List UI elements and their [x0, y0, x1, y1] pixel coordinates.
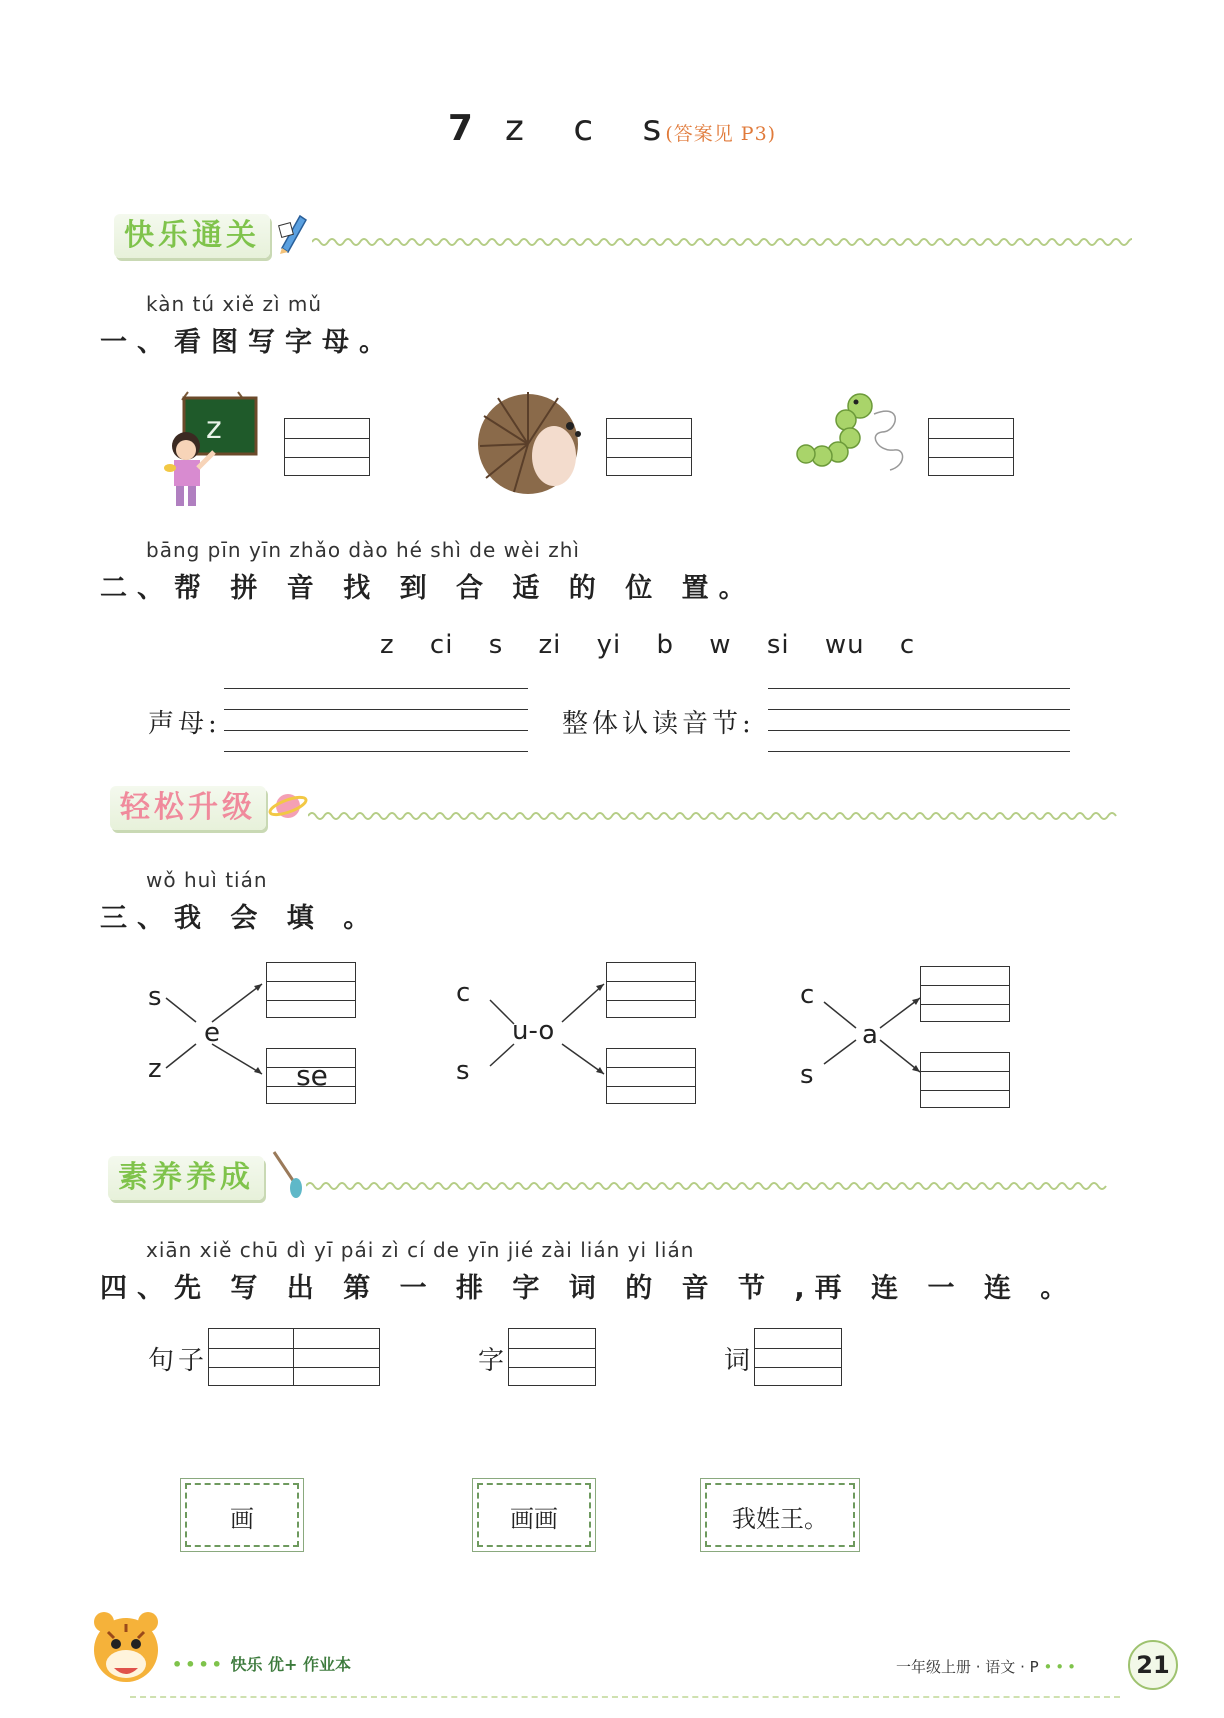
q1-heading: 一、看图写字母。	[100, 327, 396, 358]
q4-answer-box-3[interactable]	[754, 1328, 842, 1386]
footer-brand: •••• 快乐 优+ 作业本	[172, 1655, 352, 1674]
lesson-letters: z c s	[504, 108, 664, 149]
q3-g1-mid: e	[204, 1018, 220, 1048]
footer-brand-text: 快乐 优+ 作业本	[230, 1655, 352, 1674]
section-banner-2	[110, 786, 266, 830]
q1-answer-box-2[interactable]	[606, 418, 692, 476]
q4-word-2: 字	[478, 1346, 509, 1376]
section-title-3: 素养养成	[118, 1160, 254, 1195]
q3-g3-box-top[interactable]	[920, 966, 1010, 1022]
q3-g1-box-bottom[interactable]	[266, 1048, 356, 1104]
q3-g3-box-bottom[interactable]	[920, 1052, 1010, 1108]
q3-g2-mid: u-o	[512, 1016, 555, 1046]
q4-word-3: 词	[724, 1346, 755, 1376]
whole-syllable-line-4[interactable]	[768, 751, 1070, 752]
whole-syllable-line-2[interactable]	[768, 709, 1070, 710]
whole-syllable-line-3[interactable]	[768, 730, 1070, 731]
footer-book-info: 一年级上册 · 语文 · P •••	[896, 1658, 1079, 1676]
q1-answer-box-3[interactable]	[928, 418, 1014, 476]
q2-pinyin: bāng pīn yīn zhǎo dào hé shì de wèi zhì	[146, 538, 580, 562]
section-banner-3	[108, 1156, 264, 1200]
wavy-divider-2	[308, 810, 1132, 822]
initials-line-2[interactable]	[224, 709, 528, 710]
wavy-divider-3	[306, 1180, 1132, 1192]
q3-g1-given: se	[296, 1059, 328, 1092]
q3-g3-bottom: s	[800, 1060, 814, 1090]
section-title-1: 快乐通关	[124, 218, 260, 253]
q3-g2-box-bottom[interactable]	[606, 1048, 696, 1104]
q3-g2-top: c	[456, 978, 471, 1008]
q4-card-1[interactable]	[180, 1478, 304, 1552]
q4-card-3[interactable]	[700, 1478, 860, 1552]
q2-letter-list: z ci s zi yi b w si wu c	[380, 630, 916, 660]
initials-line-3[interactable]	[224, 730, 528, 731]
q4-answer-box-1[interactable]	[208, 1328, 380, 1386]
footer-dashed-line	[130, 1696, 1120, 1698]
q1-pinyin: kàn tú xiě zì mǔ	[146, 292, 323, 316]
planet-icon	[268, 786, 308, 826]
q3-pinyin: wǒ huì tián	[146, 868, 268, 892]
initials-line-4[interactable]	[224, 751, 528, 752]
q4-pinyin: xiān xiě chū dì yī pái zì cí de yīn jié zài lián yi lián	[146, 1238, 695, 1262]
section-title-2: 轻松升级	[120, 790, 256, 825]
q4-card-2[interactable]	[472, 1478, 596, 1552]
section-banner-1	[114, 214, 270, 258]
q4-card-2-text: 画画	[510, 1505, 558, 1533]
q1-answer-box-1[interactable]	[284, 418, 370, 476]
hedgehog-illustration	[474, 386, 586, 498]
page-number: 21	[1128, 1640, 1178, 1690]
q3-g1-box-top[interactable]	[266, 962, 356, 1018]
tiger-mascot-icon	[88, 1606, 164, 1692]
answer-note: (答案见 P3)	[665, 123, 777, 145]
initials-label: 声母:	[148, 709, 221, 739]
q2-heading: 二、帮 拼 音 找 到 合 适 的 位 置。	[100, 573, 756, 604]
lesson-number: 7	[447, 108, 475, 149]
whole-syllable-label: 整体认读音节:	[562, 709, 755, 739]
svg-text:z: z	[206, 411, 222, 446]
whole-syllable-line-1[interactable]	[768, 688, 1070, 689]
q4-card-1-text: 画	[230, 1505, 254, 1533]
page-title	[0, 108, 1224, 149]
caterpillar-illustration	[794, 392, 914, 482]
pencil-icon	[276, 208, 308, 254]
q4-answer-box-2[interactable]	[508, 1328, 596, 1386]
q4-word-1: 句子	[148, 1346, 209, 1376]
girl-blackboard-illustration	[158, 388, 262, 512]
q3-heading: 三、我 会 填 。	[100, 903, 381, 934]
q3-g3-top: c	[800, 980, 815, 1010]
q3-g3-mid: a	[862, 1020, 878, 1050]
q3-g2-bottom: s	[456, 1056, 470, 1086]
q4-card-3-text: 我姓王。	[732, 1505, 828, 1533]
footer-book-text: 一年级上册 · 语文 · P	[896, 1658, 1039, 1676]
q3-g2-box-top[interactable]	[606, 962, 696, 1018]
initials-line-1[interactable]	[224, 688, 528, 689]
q3-g1-top: s	[148, 982, 162, 1012]
q4-heading: 四、先 写 出 第 一 排 字 词 的 音 节 ,再 连 一 连 。	[100, 1273, 1078, 1304]
wavy-divider-1	[312, 236, 1132, 248]
brush-icon	[268, 1148, 304, 1200]
q3-g1-bottom: z	[148, 1054, 162, 1084]
